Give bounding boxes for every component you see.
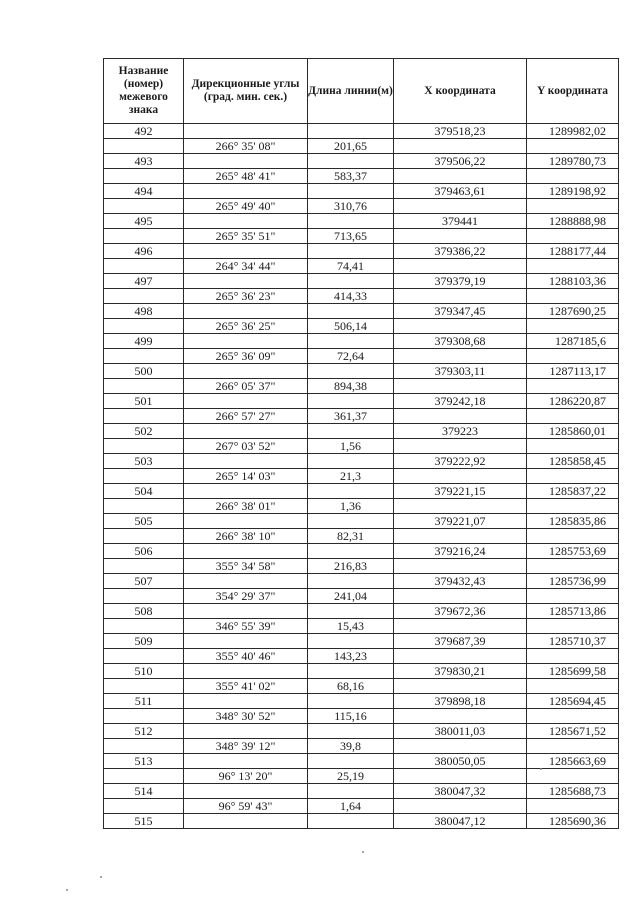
point-name: 508 — [104, 604, 184, 619]
empty-cell — [104, 649, 184, 664]
empty-cell — [104, 709, 184, 724]
segment-row — [104, 379, 619, 394]
empty-cell — [184, 274, 308, 289]
segment-row — [104, 169, 619, 184]
empty-cell — [527, 709, 619, 724]
point-row — [104, 694, 619, 709]
empty-cell — [104, 769, 184, 784]
empty-cell — [394, 169, 527, 184]
empty-cell — [308, 814, 394, 829]
empty-cell — [184, 334, 308, 349]
x-coordinate: 379222,92 — [394, 454, 527, 469]
empty-cell — [184, 724, 308, 739]
empty-cell — [527, 229, 619, 244]
empty-cell — [184, 424, 308, 439]
segment-row — [104, 619, 619, 634]
empty-cell — [104, 799, 184, 814]
bearing-angle: 96° 59' 43" — [184, 799, 308, 814]
empty-cell — [104, 139, 184, 154]
scan-speck — [362, 851, 364, 853]
x-coordinate: 379432,43 — [394, 574, 527, 589]
empty-cell — [527, 469, 619, 484]
y-coordinate: 1285663,69 — [527, 754, 619, 769]
empty-cell — [308, 604, 394, 619]
y-coordinate: 1285860,01 — [527, 424, 619, 439]
line-length: 115,16 — [308, 709, 394, 724]
point-name: 514 — [104, 784, 184, 799]
empty-cell — [104, 289, 184, 304]
empty-cell — [184, 304, 308, 319]
line-length: 1,36 — [308, 499, 394, 514]
empty-cell — [308, 754, 394, 769]
bearing-angle: 265° 48' 41" — [184, 169, 308, 184]
empty-cell — [394, 529, 527, 544]
header-y-coordinate: Y координата — [527, 59, 619, 124]
empty-cell — [104, 559, 184, 574]
x-coordinate: 379379,19 — [394, 274, 527, 289]
line-length: 201,65 — [308, 139, 394, 154]
empty-cell — [527, 739, 619, 754]
point-row — [104, 424, 619, 439]
bearing-angle: 266° 38' 01" — [184, 499, 308, 514]
point-name: 502 — [104, 424, 184, 439]
empty-cell — [104, 499, 184, 514]
bearing-angle: 265° 35' 51" — [184, 229, 308, 244]
empty-cell — [104, 679, 184, 694]
bearing-angle: 355° 40' 46" — [184, 649, 308, 664]
empty-cell — [184, 634, 308, 649]
point-row — [104, 154, 619, 169]
empty-cell — [394, 229, 527, 244]
point-row — [104, 214, 619, 229]
empty-cell — [104, 439, 184, 454]
empty-cell — [394, 379, 527, 394]
x-coordinate: 380047,32 — [394, 784, 527, 799]
header-length: Длина линии(м) — [308, 59, 394, 124]
header-bearing: Дирекционные углы (град. мин. сек.) — [184, 59, 308, 124]
point-row — [104, 514, 619, 529]
bearing-angle: 265° 14' 03" — [184, 469, 308, 484]
point-row — [104, 754, 619, 769]
segment-row — [104, 199, 619, 214]
point-name: 496 — [104, 244, 184, 259]
empty-cell — [184, 664, 308, 679]
empty-cell — [394, 319, 527, 334]
empty-cell — [184, 814, 308, 829]
empty-cell — [308, 514, 394, 529]
bearing-angle: 348° 39' 12" — [184, 739, 308, 754]
y-coordinate: 1285736,99 — [527, 574, 619, 589]
empty-cell — [104, 739, 184, 754]
bearing-angle: 355° 41' 02" — [184, 679, 308, 694]
scan-speck — [540, 768, 542, 770]
y-coordinate: 1285837,22 — [527, 484, 619, 499]
x-coordinate: 380047,12 — [394, 814, 527, 829]
segment-row — [104, 649, 619, 664]
bearing-angle: 266° 05' 37" — [184, 379, 308, 394]
y-coordinate: 1287690,25 — [527, 304, 619, 319]
segment-row — [104, 259, 619, 274]
empty-cell — [308, 544, 394, 559]
segment-row — [104, 679, 619, 694]
point-name: 507 — [104, 574, 184, 589]
empty-cell — [527, 649, 619, 664]
x-coordinate: 380011,03 — [394, 724, 527, 739]
empty-cell — [184, 694, 308, 709]
y-coordinate: 1289198,92 — [527, 184, 619, 199]
point-row — [104, 814, 619, 829]
line-length: 1,64 — [308, 799, 394, 814]
empty-cell — [394, 469, 527, 484]
point-row — [104, 244, 619, 259]
empty-cell — [184, 544, 308, 559]
segment-row — [104, 229, 619, 244]
x-coordinate: 379898,18 — [394, 694, 527, 709]
empty-cell — [184, 244, 308, 259]
empty-cell — [308, 124, 394, 139]
point-name: 504 — [104, 484, 184, 499]
point-name: 494 — [104, 184, 184, 199]
empty-cell — [184, 574, 308, 589]
empty-cell — [308, 664, 394, 679]
bearing-angle: 265° 36' 23" — [184, 289, 308, 304]
bearing-angle: 346° 55' 39" — [184, 619, 308, 634]
empty-cell — [308, 484, 394, 499]
empty-cell — [308, 154, 394, 169]
y-coordinate: 1288177,44 — [527, 244, 619, 259]
line-length: 68,16 — [308, 679, 394, 694]
point-row — [104, 634, 619, 649]
empty-cell — [527, 769, 619, 784]
empty-cell — [308, 214, 394, 229]
line-length: 74,41 — [308, 259, 394, 274]
bearing-angle: 266° 57' 27" — [184, 409, 308, 424]
y-coordinate: 1287185,6 — [527, 334, 619, 349]
segment-row — [104, 139, 619, 154]
empty-cell — [184, 484, 308, 499]
x-coordinate: 379463,61 — [394, 184, 527, 199]
empty-cell — [184, 784, 308, 799]
empty-cell — [308, 724, 394, 739]
empty-cell — [527, 409, 619, 424]
line-length: 82,31 — [308, 529, 394, 544]
point-row — [104, 484, 619, 499]
empty-cell — [394, 349, 527, 364]
bearing-angle: 265° 36' 09" — [184, 349, 308, 364]
x-coordinate: 379506,22 — [394, 154, 527, 169]
empty-cell — [394, 199, 527, 214]
point-name: 499 — [104, 334, 184, 349]
point-name: 506 — [104, 544, 184, 559]
empty-cell — [184, 454, 308, 469]
empty-cell — [308, 304, 394, 319]
line-length: 310,76 — [308, 199, 394, 214]
bearing-angle: 264° 34' 44" — [184, 259, 308, 274]
empty-cell — [308, 574, 394, 589]
segment-row — [104, 289, 619, 304]
point-row — [104, 304, 619, 319]
segment-row — [104, 529, 619, 544]
empty-cell — [527, 139, 619, 154]
y-coordinate: 1285699,58 — [527, 664, 619, 679]
y-coordinate: 1288888,98 — [527, 214, 619, 229]
point-name: 493 — [104, 154, 184, 169]
bearing-angle: 348° 30' 52" — [184, 709, 308, 724]
point-row — [104, 184, 619, 199]
empty-cell — [104, 409, 184, 424]
x-coordinate: 379221,15 — [394, 484, 527, 499]
empty-cell — [394, 799, 527, 814]
x-coordinate: 380050,05 — [394, 754, 527, 769]
empty-cell — [394, 139, 527, 154]
y-coordinate: 1289982,02 — [527, 124, 619, 139]
segment-row — [104, 559, 619, 574]
point-row — [104, 544, 619, 559]
point-name: 492 — [104, 124, 184, 139]
x-coordinate: 379347,45 — [394, 304, 527, 319]
empty-cell — [527, 199, 619, 214]
line-length: 39,8 — [308, 739, 394, 754]
point-row — [104, 334, 619, 349]
line-length: 713,65 — [308, 229, 394, 244]
empty-cell — [104, 379, 184, 394]
empty-cell — [308, 634, 394, 649]
bearing-angle: 265° 36' 25" — [184, 319, 308, 334]
point-row — [104, 274, 619, 289]
point-name: 497 — [104, 274, 184, 289]
empty-cell — [308, 454, 394, 469]
x-coordinate: 379441 — [394, 214, 527, 229]
empty-cell — [308, 244, 394, 259]
y-coordinate: 1286220,87 — [527, 394, 619, 409]
point-name: 513 — [104, 754, 184, 769]
empty-cell — [308, 364, 394, 379]
y-coordinate: 1285710,37 — [527, 634, 619, 649]
point-row — [104, 664, 619, 679]
x-coordinate: 379830,21 — [394, 664, 527, 679]
y-coordinate: 1285671,52 — [527, 724, 619, 739]
point-name: 495 — [104, 214, 184, 229]
empty-cell — [527, 169, 619, 184]
empty-cell — [184, 754, 308, 769]
point-name: 511 — [104, 694, 184, 709]
point-name: 500 — [104, 364, 184, 379]
empty-cell — [184, 364, 308, 379]
segment-row — [104, 469, 619, 484]
line-length: 241,04 — [308, 589, 394, 604]
empty-cell — [394, 409, 527, 424]
empty-cell — [527, 529, 619, 544]
empty-cell — [394, 739, 527, 754]
point-row — [104, 364, 619, 379]
empty-cell — [394, 769, 527, 784]
line-length: 216,83 — [308, 559, 394, 574]
segment-row — [104, 349, 619, 364]
x-coordinate: 379386,22 — [394, 244, 527, 259]
point-name: 503 — [104, 454, 184, 469]
empty-cell — [394, 649, 527, 664]
y-coordinate: 1285835,86 — [527, 514, 619, 529]
empty-cell — [394, 499, 527, 514]
empty-cell — [184, 394, 308, 409]
empty-cell — [308, 184, 394, 199]
header-row — [104, 59, 619, 124]
boundary-coordinates-table — [103, 58, 619, 829]
y-coordinate: 1285753,69 — [527, 544, 619, 559]
line-length: 583,37 — [308, 169, 394, 184]
x-coordinate: 379221,07 — [394, 514, 527, 529]
empty-cell — [527, 589, 619, 604]
line-length: 15,43 — [308, 619, 394, 634]
point-name: 512 — [104, 724, 184, 739]
line-length: 25,19 — [308, 769, 394, 784]
line-length: 72,64 — [308, 349, 394, 364]
y-coordinate: 1285688,73 — [527, 784, 619, 799]
empty-cell — [527, 679, 619, 694]
empty-cell — [184, 514, 308, 529]
segment-row — [104, 499, 619, 514]
point-row — [104, 454, 619, 469]
segment-row — [104, 739, 619, 754]
segment-row — [104, 769, 619, 784]
empty-cell — [104, 229, 184, 244]
line-length: 21,3 — [308, 469, 394, 484]
empty-cell — [527, 259, 619, 274]
bearing-angle: 354° 29' 37" — [184, 589, 308, 604]
segment-row — [104, 709, 619, 724]
scan-speck — [66, 889, 68, 891]
line-length: 414,33 — [308, 289, 394, 304]
empty-cell — [394, 559, 527, 574]
line-length: 361,37 — [308, 409, 394, 424]
point-row — [104, 604, 619, 619]
y-coordinate: 1288103,36 — [527, 274, 619, 289]
empty-cell — [527, 439, 619, 454]
empty-cell — [184, 154, 308, 169]
empty-cell — [394, 679, 527, 694]
point-row — [104, 574, 619, 589]
y-coordinate: 1285690,36 — [527, 814, 619, 829]
empty-cell — [184, 604, 308, 619]
empty-cell — [104, 259, 184, 274]
table-body — [104, 124, 619, 829]
empty-cell — [184, 184, 308, 199]
empty-cell — [104, 349, 184, 364]
segment-row — [104, 799, 619, 814]
empty-cell — [394, 709, 527, 724]
segment-row — [104, 409, 619, 424]
x-coordinate: 379223 — [394, 424, 527, 439]
header-x-coordinate: X координата — [394, 59, 527, 124]
empty-cell — [527, 799, 619, 814]
y-coordinate: 1285858,45 — [527, 454, 619, 469]
point-row — [104, 784, 619, 799]
bearing-angle: 96° 13' 20" — [184, 769, 308, 784]
empty-cell — [184, 214, 308, 229]
x-coordinate: 379518,23 — [394, 124, 527, 139]
point-name: 509 — [104, 634, 184, 649]
point-name: 505 — [104, 514, 184, 529]
empty-cell — [527, 619, 619, 634]
y-coordinate: 1285694,45 — [527, 694, 619, 709]
empty-cell — [527, 379, 619, 394]
empty-cell — [394, 289, 527, 304]
empty-cell — [308, 424, 394, 439]
point-row — [104, 724, 619, 739]
empty-cell — [184, 124, 308, 139]
point-row — [104, 394, 619, 409]
x-coordinate: 379303,11 — [394, 364, 527, 379]
empty-cell — [527, 559, 619, 574]
y-coordinate: 1287113,17 — [527, 364, 619, 379]
bearing-angle: 265° 49' 40" — [184, 199, 308, 214]
point-name: 515 — [104, 814, 184, 829]
empty-cell — [394, 439, 527, 454]
point-row — [104, 124, 619, 139]
scan-speck — [100, 876, 102, 878]
x-coordinate: 379308,68 — [394, 334, 527, 349]
empty-cell — [104, 589, 184, 604]
empty-cell — [394, 619, 527, 634]
empty-cell — [104, 169, 184, 184]
bearing-angle: 266° 38' 10" — [184, 529, 308, 544]
empty-cell — [104, 469, 184, 484]
bearing-angle: 355° 34' 58" — [184, 559, 308, 574]
line-length: 506,14 — [308, 319, 394, 334]
x-coordinate: 379242,18 — [394, 394, 527, 409]
bearing-angle: 266° 35' 08" — [184, 139, 308, 154]
empty-cell — [527, 319, 619, 334]
empty-cell — [308, 784, 394, 799]
x-coordinate: 379687,39 — [394, 634, 527, 649]
empty-cell — [527, 289, 619, 304]
line-length: 1,56 — [308, 439, 394, 454]
empty-cell — [394, 259, 527, 274]
y-coordinate: 1289780,73 — [527, 154, 619, 169]
empty-cell — [527, 499, 619, 514]
point-name: 510 — [104, 664, 184, 679]
line-length: 143,23 — [308, 649, 394, 664]
segment-row — [104, 319, 619, 334]
point-name: 501 — [104, 394, 184, 409]
empty-cell — [104, 619, 184, 634]
segment-row — [104, 589, 619, 604]
line-length: 894,38 — [308, 379, 394, 394]
x-coordinate: 379216,24 — [394, 544, 527, 559]
empty-cell — [308, 394, 394, 409]
segment-row — [104, 439, 619, 454]
empty-cell — [104, 529, 184, 544]
bearing-angle: 267° 03' 52" — [184, 439, 308, 454]
header-point-name: Название (номер) межевого знака — [104, 59, 184, 124]
empty-cell — [308, 334, 394, 349]
point-name: 498 — [104, 304, 184, 319]
empty-cell — [308, 694, 394, 709]
empty-cell — [104, 319, 184, 334]
empty-cell — [394, 589, 527, 604]
empty-cell — [527, 349, 619, 364]
empty-cell — [308, 274, 394, 289]
y-coordinate: 1285713,86 — [527, 604, 619, 619]
empty-cell — [104, 199, 184, 214]
x-coordinate: 379672,36 — [394, 604, 527, 619]
